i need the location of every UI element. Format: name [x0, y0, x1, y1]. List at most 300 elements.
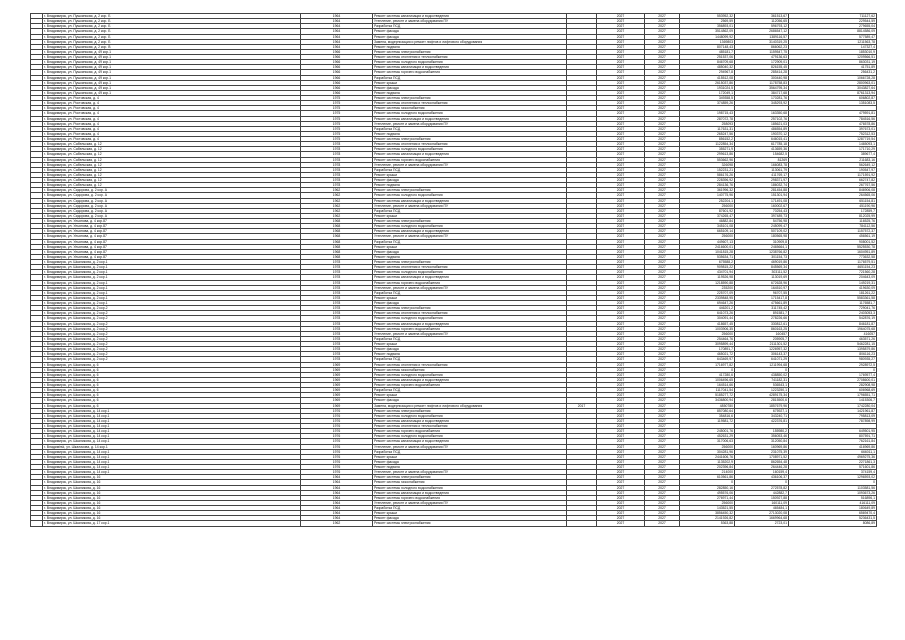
- table-cell: 1966: [301, 70, 373, 75]
- table-cell: 2027: [645, 459, 680, 464]
- table-cell: Ремонт фасада: [373, 347, 567, 352]
- table-cell: 475661,89: [735, 301, 789, 306]
- table-cell: 397489,73: [735, 213, 789, 218]
- table-cell: 1969: [301, 372, 373, 377]
- table-cell: 2027: [597, 24, 645, 29]
- table-cell: 180649,89: [789, 506, 877, 511]
- table-cell: 507109,02: [735, 229, 789, 234]
- table-cell: г. Владимирск, ул. Шкаликова, д. 2 кор.2: [43, 352, 301, 357]
- table-cell: 279655,04: [789, 24, 877, 29]
- table-cell: 1769577,4: [789, 372, 877, 377]
- table-cell: Ремонт крыши: [373, 342, 567, 347]
- table-cell: 1962: [301, 208, 373, 213]
- table-cell: 1976: [301, 459, 373, 464]
- table-cell: Ремонт системы холодного водоснабжения: [373, 111, 567, 116]
- table-cell: г. Владимирск, ул. Шкаликова, д. 2 кор.2: [43, 336, 301, 341]
- table-cell: 2027: [597, 388, 645, 393]
- table-cell: Утепление, ремонт и замена оборудования ПУ: [373, 121, 567, 126]
- table-cell: 2027: [645, 14, 680, 19]
- table-cell: 2027: [597, 480, 645, 485]
- table-cell: Ремонт системы электроснабжения: [373, 475, 567, 480]
- table-cell: 2027: [645, 408, 680, 413]
- table-cell: 256000: [680, 234, 735, 239]
- table-cell: г. Владимирск, ул. Пушкинская, д. 49 кор.1: [43, 85, 301, 90]
- table-cell: 2027: [645, 147, 680, 152]
- table-cell: 3436800,94: [680, 398, 735, 403]
- table-cell: Ремонт системы электроснабжения: [373, 96, 567, 101]
- table-cell: 330812,61: [735, 321, 789, 326]
- table-cell: 2027: [645, 70, 680, 75]
- table-cell: 2027: [597, 398, 645, 403]
- table-cell: 3564795,34: [735, 85, 789, 90]
- table-cell: 180565,98: [735, 234, 789, 239]
- table-cell: 150927,88: [735, 495, 789, 500]
- table-cell: 2928972,5: [789, 362, 877, 367]
- table-cell: 1976: [301, 424, 373, 429]
- table-cell: Ремонт системы холодного водоснабжения: [373, 60, 567, 65]
- table-cell: 1969: [301, 393, 373, 398]
- table-cell: 164514,66: [680, 383, 735, 388]
- table-cell: 1978: [301, 331, 373, 336]
- table-cell: 1066728,28: [789, 75, 877, 80]
- table-cell: 2027: [645, 331, 680, 336]
- table-cell: Ремонт системы канализации и водоотведения: [373, 198, 567, 203]
- table-cell: 2027: [597, 444, 645, 449]
- table-cell: г. Владимирск, ул. Шкаликова, д. 6: [43, 383, 301, 388]
- table-cell: 666011,1: [789, 449, 877, 454]
- table-cell: 186032,74: [735, 183, 789, 188]
- table-cell: 1006496,65: [680, 377, 735, 382]
- table-cell: г. Владимирск, ул. Шкаликова, д. 2 кор.1: [43, 301, 301, 306]
- table-cell: 113019,69: [735, 275, 789, 280]
- table-cell: Ремонт системы газоснабжения: [373, 480, 567, 485]
- table-cell: 160159,4: [735, 470, 789, 475]
- table-cell: Ремонт подвала: [373, 90, 567, 95]
- table-cell: 1964: [301, 19, 373, 24]
- table-cell: г. Владимирск, ул. Ростовская, д. 4: [43, 101, 301, 106]
- table-cell: 1159547,75: [735, 49, 789, 54]
- table-cell: 1975: [301, 106, 373, 111]
- table-cell: г. Владимирск, ул. Шкаликова, д. 16: [43, 506, 301, 511]
- table-cell: 2027: [645, 208, 680, 213]
- table-cell: 2027: [597, 49, 645, 54]
- table-cell: 2027: [597, 213, 645, 218]
- table-cell: 2027: [645, 306, 680, 311]
- table-cell: 2027: [645, 295, 680, 300]
- table-body: [31, 14, 877, 527]
- table-cell: 1966: [301, 60, 373, 65]
- table-cell: 536543,1: [735, 383, 789, 388]
- table-cell: 1966: [301, 49, 373, 54]
- table-cell: 2027: [645, 280, 680, 285]
- table-cell: 2027: [645, 167, 680, 172]
- table-cell: Ремонт системы холодного водоснабжения: [373, 372, 567, 377]
- table-cell: 1978: [301, 265, 373, 270]
- table-cell: г. Владимирск, ул. Шкаликова, д. 2 кор.1: [43, 285, 301, 290]
- table-cell: 1238766,82: [735, 249, 789, 254]
- table-cell: 1211563,78: [789, 39, 877, 44]
- table-cell: г. Владимирск, ул. Шкаликова, д. 16: [43, 516, 301, 521]
- table-cell: 1978: [301, 285, 373, 290]
- table-cell: г. Владимирск, ул. Шкаликова, д. 14 кор.1: [43, 429, 301, 434]
- capital-repair-table: [30, 13, 877, 527]
- table-cell: 0: [735, 480, 789, 485]
- table-cell: 2027: [597, 137, 645, 142]
- table-cell: 181261,22: [789, 290, 877, 295]
- table-cell: 2027: [645, 265, 680, 270]
- table-cell: г. Владимирск, ул. Ульянова, д. 4 кор.87: [43, 229, 301, 234]
- table-cell: г. Владимирск, ул. Шкаликова, д. 6: [43, 388, 301, 393]
- table-cell: 2027: [645, 321, 680, 326]
- table-cell: 1978: [301, 321, 373, 326]
- table-cell: Ремонт системы отопления и теплоснабжения: [373, 101, 567, 106]
- table-cell: 258093: [680, 121, 735, 126]
- table-cell: 1968: [301, 249, 373, 254]
- table-cell: 1978: [301, 275, 373, 280]
- table-cell: 1978: [301, 178, 373, 183]
- table-cell: г. Владимирск, ул. Сидорова, д. 2 кор. А: [43, 208, 301, 213]
- table-cell: 1978: [301, 316, 373, 321]
- table-cell: 166083,78: [735, 162, 789, 167]
- table-cell: 304091,44: [680, 316, 735, 321]
- table-cell: 2027: [597, 413, 645, 418]
- table-cell: г. Владимирск, ул. Пушкинская, д. 49 кор.1: [43, 55, 301, 60]
- table-cell: 2027: [597, 142, 645, 147]
- table-cell: 1975: [301, 101, 373, 106]
- table-cell: 2027: [645, 101, 680, 106]
- table-cell: Ремонт системы электроснабжения: [373, 260, 567, 265]
- table-cell: г. Владимирск, ул. Ульянова, д. 4 кор.87: [43, 244, 301, 249]
- table-cell: 285414,28: [735, 70, 789, 75]
- table-cell: 415512,08: [680, 75, 735, 80]
- table-cell: 1969: [301, 398, 373, 403]
- table-cell: г. Владимирск, ул. Шкаликова, д. 2 кор.1: [43, 260, 301, 265]
- table-cell: 2027: [597, 121, 645, 126]
- table-cell: г. Владимирск, ул. Шкаликова, д. 2 кор.2: [43, 306, 301, 311]
- table-cell: 2027: [597, 372, 645, 377]
- table-cell: 1968: [301, 254, 373, 259]
- table-cell: 2027: [645, 29, 680, 34]
- table-cell: г. Владимирск, ул. Шкаликова, д. 2 кор.2: [43, 321, 301, 326]
- table-cell: 384717,68: [735, 90, 789, 95]
- table-cell: 2027: [645, 388, 680, 393]
- table-cell: 284136,76: [680, 183, 735, 188]
- table-cell: г. Владимирск, ул. Сабельская, д. 12: [43, 178, 301, 183]
- table-cell: Ремонт системы электроснабжения: [373, 188, 567, 193]
- table-cell: 185621,03: [735, 121, 789, 126]
- table-cell: Ремонт системы канализации и водоотведения: [373, 14, 567, 19]
- table-cell: 2027: [645, 465, 680, 470]
- table-cell: г. Владимирск, ул. Шкаликова, д. 2 кор.2: [43, 357, 301, 362]
- table-cell: 345293,92: [735, 101, 789, 106]
- table-cell: 418657,45: [680, 321, 735, 326]
- table-cell: 0: [680, 367, 735, 372]
- table-cell: г. Владимирск, ул. Сабельская, д. 12: [43, 162, 301, 167]
- table-cell: 164510,97: [735, 285, 789, 290]
- table-cell: 3043827,64: [789, 85, 877, 90]
- table-cell: г. Владимирск, ул. Ульянова, д. 4 кор.87: [43, 234, 301, 239]
- table-cell: 163350,68: [735, 111, 789, 116]
- table-cell: 2027: [597, 418, 645, 423]
- table-cell: г. Владимирск, ул. Шкаликова, д. 2 кор.1: [43, 280, 301, 285]
- table-cell: 1287719,54: [789, 137, 877, 142]
- table-cell: 204643,09: [789, 275, 877, 280]
- table-cell: 1209566,51: [789, 55, 877, 60]
- table-cell: 160002,67: [735, 203, 789, 208]
- table-cell: 862654,48: [735, 459, 789, 464]
- table-cell: 1369803: [680, 39, 735, 44]
- table-cell: 2027: [645, 485, 680, 490]
- table-cell: 596793,12: [735, 24, 789, 29]
- table-cell: 276971,44: [680, 495, 735, 500]
- table-cell: 2027: [645, 500, 680, 505]
- table-cell: 662747,82: [789, 178, 877, 183]
- table-cell: 436106,37: [735, 475, 789, 480]
- table-cell: 2027: [597, 39, 645, 44]
- table-cell: 113061,79: [735, 167, 789, 172]
- table-cell: 2027: [597, 152, 645, 157]
- table-cell: 5462281,15: [789, 342, 877, 347]
- table-cell: 411769,17: [735, 172, 789, 177]
- table-cell: 434701,94: [680, 270, 735, 275]
- table-cell: г. Владимирск, ул. Шкаликова, д. 2 кор.2: [43, 347, 301, 352]
- table-cell: 516896,1: [789, 495, 877, 500]
- table-cell: 2027: [645, 19, 680, 24]
- table-cell: 170891,7: [680, 347, 735, 352]
- table-cell: 155980,2: [735, 429, 789, 434]
- table-cell: 2027: [597, 280, 645, 285]
- table-cell: 416969,86: [789, 444, 877, 449]
- table-cell: Ремонт системы канализации и водоотведения: [373, 116, 567, 121]
- table-cell: 281454,88: [735, 188, 789, 193]
- table-cell: 721560,28: [789, 270, 877, 275]
- table-cell: 245099,47: [735, 224, 789, 229]
- table-cell: 1389116,57: [735, 34, 789, 39]
- table-cell: 1218590,88: [680, 280, 735, 285]
- table-cell: 140775,96: [680, 193, 735, 198]
- table-cell: 2027: [597, 239, 645, 244]
- table-cell: г. Владимирск, ул. Шкаликова, д. 2 кор.2: [43, 311, 301, 316]
- table-cell: г. Владимирск, ул. Пушкинская, д. 2 кор. Б: [43, 39, 301, 44]
- table-cell: 646015,41: [735, 137, 789, 142]
- table-cell: Ремонт системы холодного водоснабжения: [373, 434, 567, 439]
- table-cell: 1966: [301, 65, 373, 70]
- table-cell: Разработка ПСД: [373, 208, 567, 213]
- table-cell: 345101,08: [680, 224, 735, 229]
- table-cell: 1122854,34: [680, 142, 735, 147]
- table-cell: 2027: [645, 342, 680, 347]
- table-cell: 1978: [301, 336, 373, 341]
- table-cell: 2027: [645, 239, 680, 244]
- table-cell: 1715417,8: [735, 295, 789, 300]
- table-cell: 1978: [301, 342, 373, 347]
- table-cell: 256000: [680, 500, 735, 505]
- table-cell: 2027: [645, 152, 680, 157]
- table-cell: 2027: [645, 34, 680, 39]
- table-cell: г. Владимирск, ул. Ростовская, д. 4: [43, 121, 301, 126]
- table-cell: 787898,99: [789, 418, 877, 423]
- table-cell: Ремонт фасада: [373, 249, 567, 254]
- table-cell: 2027: [597, 521, 645, 526]
- table-cell: 711127,62: [789, 14, 877, 19]
- table-cell: Ремонт фасада: [373, 459, 567, 464]
- table-cell: г. Владимирск, ул. Ростовская, д. 4: [43, 131, 301, 136]
- table-cell: 152231,21: [680, 167, 735, 172]
- table-cell: 1966: [301, 90, 373, 95]
- table-cell: 294967,8: [680, 70, 735, 75]
- table-cell: Ремонт системы электроснабжения: [373, 408, 567, 413]
- table-cell: 2027: [597, 219, 645, 224]
- table-cell: Ремонт системы канализации и водоотведения: [373, 321, 567, 326]
- table-cell: 857080,64: [680, 408, 735, 413]
- table-cell: г. Владимирск, ул. Шкаликова, д. 14 кор.1: [43, 424, 301, 429]
- table-cell: 119581,72: [680, 418, 735, 423]
- table-cell: 1093673,26: [789, 490, 877, 495]
- table-cell: 419630,09: [789, 285, 877, 290]
- table-cell: г. Владимирск, ул. Пушкинская, д. 49 кор.1: [43, 49, 301, 54]
- table-cell: 891581,7: [735, 311, 789, 316]
- table-cell: 1296593,02: [789, 475, 877, 480]
- table-cell: г. Владимирск, ул. Шкаликова, д. 14 кор.1: [43, 418, 301, 423]
- table-cell: 2271861,3: [789, 459, 877, 464]
- table-cell: 1964: [301, 34, 373, 39]
- table-cell: Ремонт системы канализации и водоотведения: [373, 418, 567, 423]
- table-cell: 806116,23: [789, 352, 877, 357]
- table-cell: Разработка ПСД: [373, 24, 567, 29]
- table-cell: 2027: [597, 178, 645, 183]
- table-cell: 451190,96: [789, 203, 877, 208]
- table-cell: г. Владимирск, ул. Пушкинская, д. 49 кор.1: [43, 90, 301, 95]
- table-cell: 2027: [597, 131, 645, 136]
- table-cell: 542876,19: [789, 316, 877, 321]
- table-cell: 1742280,04: [789, 403, 877, 408]
- table-cell: 1976: [301, 449, 373, 454]
- table-cell: 3140319,25: [735, 39, 789, 44]
- table-cell: 571601,86: [789, 465, 877, 470]
- table-cell: 856152,2: [680, 137, 735, 142]
- table-cell: 257102,76: [735, 116, 789, 121]
- table-cell: Ремонт системы канализации и водоотведения: [373, 439, 567, 444]
- table-cell: 1969: [301, 388, 373, 393]
- table-cell: 2027: [645, 229, 680, 234]
- table-cell: 2027: [645, 198, 680, 203]
- table-cell: 1465093,1: [789, 142, 877, 147]
- table-cell: 2027: [645, 39, 680, 44]
- table-cell: 1157572,37: [789, 229, 877, 234]
- table-cell: 2017: [567, 403, 597, 408]
- table-cell: 2027: [645, 393, 680, 398]
- table-cell: 729041,76: [789, 306, 877, 311]
- table-cell: 1966: [301, 85, 373, 90]
- table-cell: 2027: [597, 265, 645, 270]
- table-cell: 606802,87: [789, 96, 877, 101]
- table-cell: 172909,01: [735, 60, 789, 65]
- table-cell: 1962: [301, 203, 373, 208]
- table-cell: 2027: [645, 270, 680, 275]
- table-cell: 2027: [645, 495, 680, 500]
- table-cell: 171491,08: [735, 198, 789, 203]
- table-cell: 1976: [301, 439, 373, 444]
- table-cell: 46882,84: [680, 219, 735, 224]
- table-cell: 2027: [645, 111, 680, 116]
- table-cell: 2027: [597, 96, 645, 101]
- table-cell: 2027: [597, 85, 645, 90]
- table-cell: 449607,13: [680, 239, 735, 244]
- table-cell: 2027: [645, 188, 680, 193]
- table-cell: 1964: [301, 485, 373, 490]
- table-cell: Ремонт фасада: [373, 398, 567, 403]
- table-cell: 2027: [597, 198, 645, 203]
- table-cell: 863031,19: [789, 60, 877, 65]
- table-cell: 1969: [301, 367, 373, 372]
- table-cell: 2027: [597, 203, 645, 208]
- table-cell: 211683,16: [789, 157, 877, 162]
- table-cell: Ремонт системы канализации и водоотведения: [373, 490, 567, 495]
- table-cell: Ремонт системы холодного водоснабжения: [373, 413, 567, 418]
- table-cell: г. Владимирск, ул. Шкаликова, д. 14 кор.1: [43, 470, 301, 475]
- table-cell: 1978: [301, 142, 373, 147]
- table-cell: 117631,31: [680, 126, 735, 131]
- table-cell: Ремонт крыши: [373, 172, 567, 177]
- table-cell: 160457: [735, 331, 789, 336]
- table-cell: 172049,1: [680, 90, 735, 95]
- table-cell: 1975: [301, 121, 373, 126]
- table-cell: 1962: [301, 193, 373, 198]
- table-cell: 1978: [301, 147, 373, 152]
- table-cell: Ремонт системы холодного водоснабжения: [373, 193, 567, 198]
- table-cell: 2027: [597, 80, 645, 85]
- table-cell: 1964: [301, 480, 373, 485]
- table-cell: 2027: [645, 326, 680, 331]
- table-cell: 1975: [301, 137, 373, 142]
- table-cell: 349358,5: [680, 96, 735, 101]
- table-cell: 96707,55: [735, 290, 789, 295]
- table-cell: 1604951,89: [789, 249, 877, 254]
- table-cell: 2027: [645, 183, 680, 188]
- table-cell: 2027: [597, 454, 645, 459]
- table-cell: 672628,96: [735, 280, 789, 285]
- table-cell: 2027: [597, 126, 645, 131]
- table-cell: 1978: [301, 357, 373, 362]
- table-cell: 2027: [597, 424, 645, 429]
- table-cell: 2027: [597, 449, 645, 454]
- table-cell: 0: [680, 480, 735, 485]
- table-cell: 143521,55: [680, 506, 735, 511]
- table-cell: 2027: [597, 260, 645, 265]
- table-cell: 389677,4: [789, 152, 877, 157]
- table-cell: 1978: [301, 172, 373, 177]
- table-cell: 3514862,09: [680, 29, 735, 34]
- table-cell: 2027: [645, 367, 680, 372]
- table-cell: 1968: [301, 224, 373, 229]
- table-cell: 416111,09: [789, 500, 877, 505]
- table-cell: 198715,43: [680, 111, 735, 116]
- table-cell: 2027: [597, 490, 645, 495]
- table-cell: 2441606,76: [680, 454, 735, 459]
- table-cell: Ремонт крыши: [373, 295, 567, 300]
- table-cell: 301154,73: [735, 254, 789, 259]
- table-cell: 1978: [301, 270, 373, 275]
- table-cell: г. Владимирск, ул. Шкаликова, д. 6: [43, 403, 301, 408]
- table-cell: 762161,84: [789, 439, 877, 444]
- table-cell: 2027: [645, 244, 680, 249]
- table-cell: г. Владимирск, ул. Шкаликова, д. 16: [43, 490, 301, 495]
- table-cell: 2027: [645, 224, 680, 229]
- table-cell: 300440,98: [735, 75, 789, 80]
- table-cell: 2339848,95: [680, 295, 735, 300]
- table-cell: 8814586,09: [789, 29, 877, 34]
- table-cell: 1964: [301, 29, 373, 34]
